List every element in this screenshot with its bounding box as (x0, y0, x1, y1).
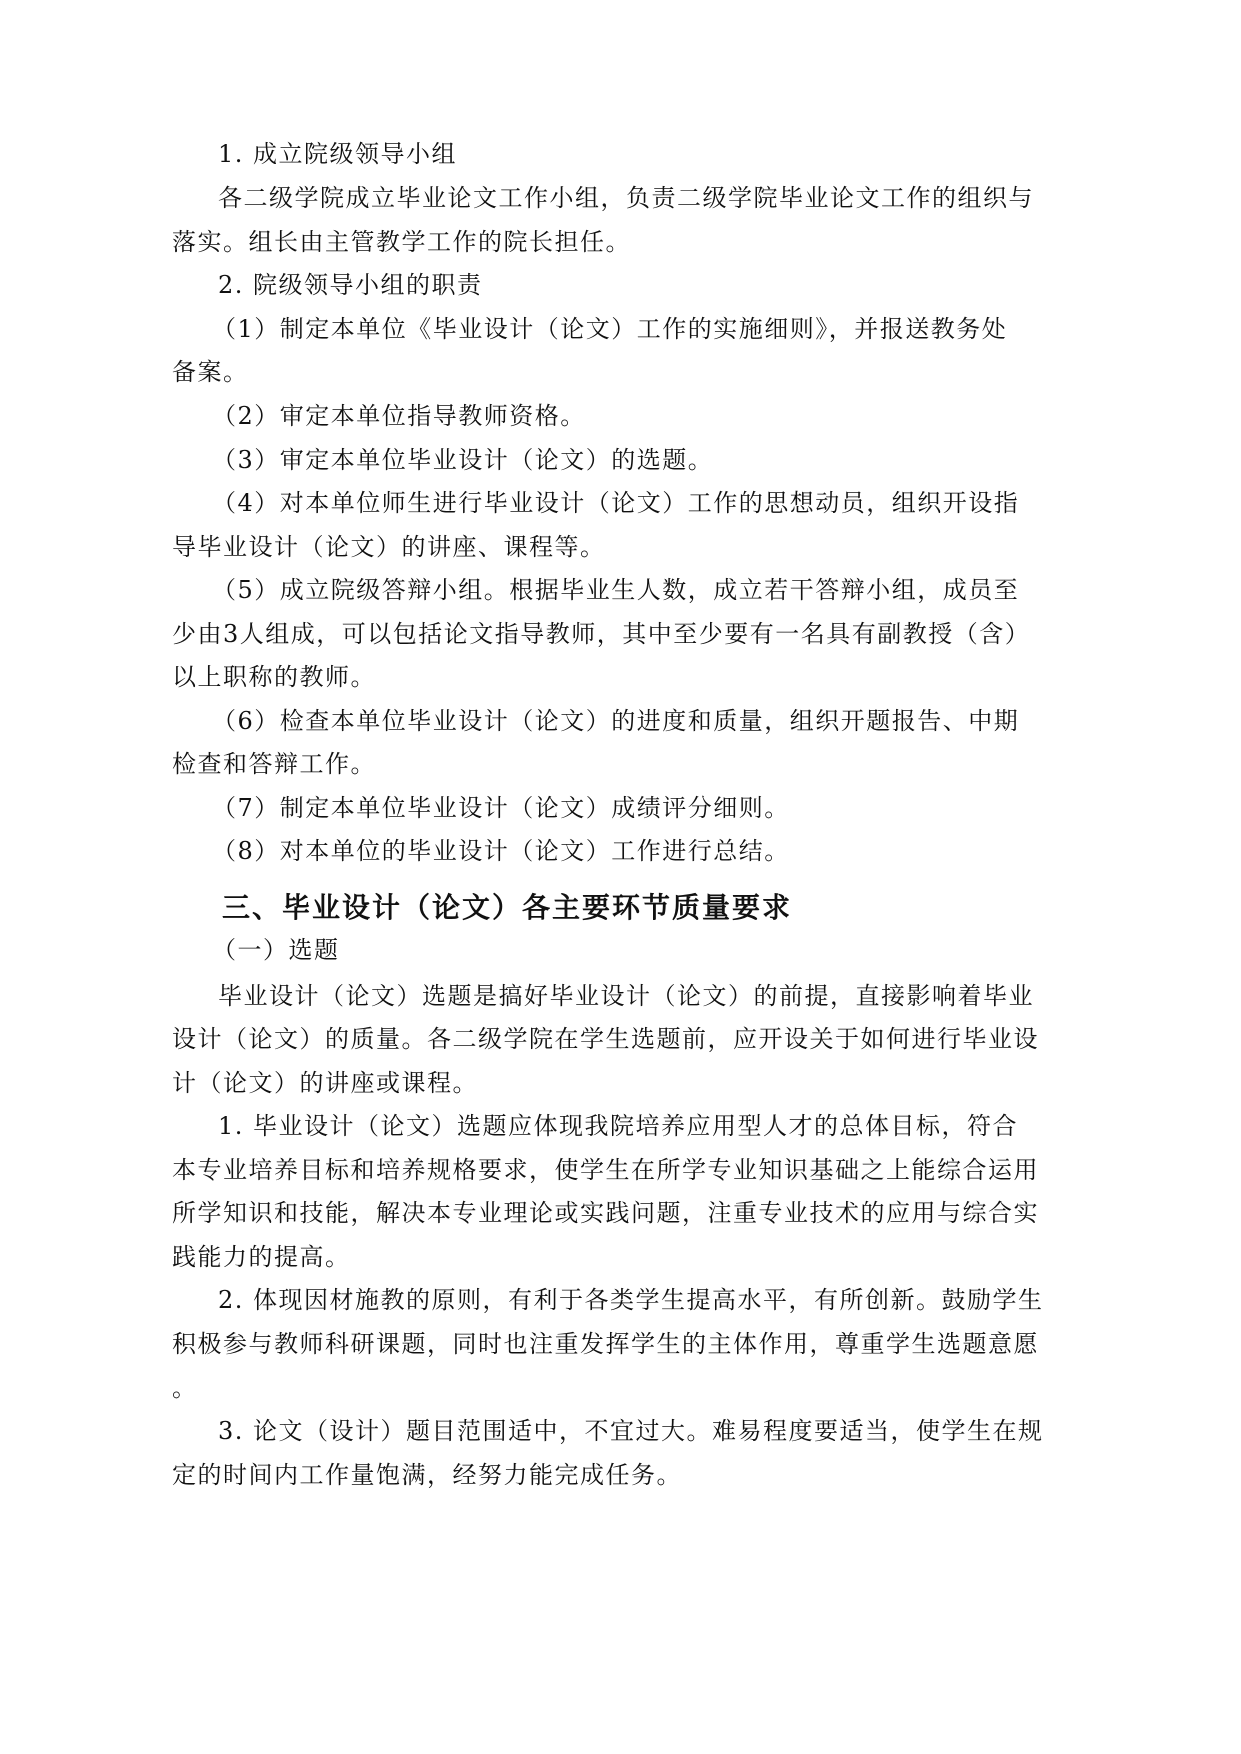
text-line: 设计（论文）的质量。各二级学院在学生选题前，应开设关于如何进行毕业设 (172, 1025, 1039, 1053)
text-line: （5）成立院级答辩小组。根据毕业生人数，成立若干答辩小组，成员至 (212, 576, 1020, 604)
section-heading: 三、毕业设计（论文）各主要环节质量要求 (222, 891, 793, 924)
text-line: 3. 论文（设计）题目范围适中，不宜过大。难易程度要适当，使学生在规 (218, 1417, 1044, 1445)
text-line: 导毕业设计（论文）的讲座、课程等。 (172, 533, 606, 561)
text-line: （8）对本单位的毕业设计（论文）工作进行总结。 (212, 837, 790, 865)
text-line: 毕业设计（论文）选题是搞好毕业设计（论文）的前提，直接影响着毕业 (218, 982, 1034, 1010)
text-line: 积极参与教师科研课题，同时也注重发挥学生的主体作用，尊重学生选题意愿 (172, 1330, 1039, 1358)
text-line: （4）对本单位师生进行毕业设计（论文）工作的思想动员，组织开设指 (212, 489, 1020, 517)
text-line: 。 (172, 1374, 198, 1402)
text-line: （6）检查本单位毕业设计（论文）的进度和质量，组织开题报告、中期 (212, 707, 1020, 735)
text-line: 备案。 (172, 358, 249, 386)
text-line: 少由3人组成，可以包括论文指导教师，其中至少要有一名具有副教授（含） (172, 620, 1031, 648)
text-line: 所学知识和技能，解决本专业理论或实践问题，注重专业技术的应用与综合实 (172, 1199, 1039, 1227)
text-line: 检查和答辩工作。 (172, 750, 376, 778)
text-line: 本专业培养目标和培养规格要求，使学生在所学专业知识基础之上能综合运用 (172, 1156, 1039, 1184)
text-line: （一）选题 (212, 936, 340, 964)
text-line: 以上职称的教师。 (172, 663, 376, 691)
text-line: 2. 院级领导小组的职责 (218, 271, 483, 299)
text-line: 定的时间内工作量饱满，经努力能完成任务。 (172, 1461, 682, 1489)
text-line: （2）审定本单位指导教师资格。 (212, 402, 586, 430)
text-line: （7）制定本单位毕业设计（论文）成绩评分细则。 (212, 794, 790, 822)
text-line: （1）制定本单位《毕业设计（论文）工作的实施细则》，并报送教务处 (212, 315, 1008, 343)
text-line: 2. 体现因材施教的原则，有利于各类学生提高水平，有所创新。鼓励学生 (218, 1286, 1044, 1314)
text-line: 1. 毕业设计（论文）选题应体现我院培养应用型人才的总体目标，符合 (218, 1112, 1019, 1140)
text-line: 1. 成立院级领导小组 (218, 140, 458, 168)
text-line: 计（论文）的讲座或课程。 (172, 1069, 478, 1097)
text-line: 各二级学院成立毕业论文工作小组，负责二级学院毕业论文工作的组织与 (218, 184, 1034, 212)
text-line: （3）审定本单位毕业设计（论文）的选题。 (212, 446, 714, 474)
text-line: 践能力的提高。 (172, 1243, 351, 1271)
text-line: 落实。组长由主管教学工作的院长担任。 (172, 228, 631, 256)
